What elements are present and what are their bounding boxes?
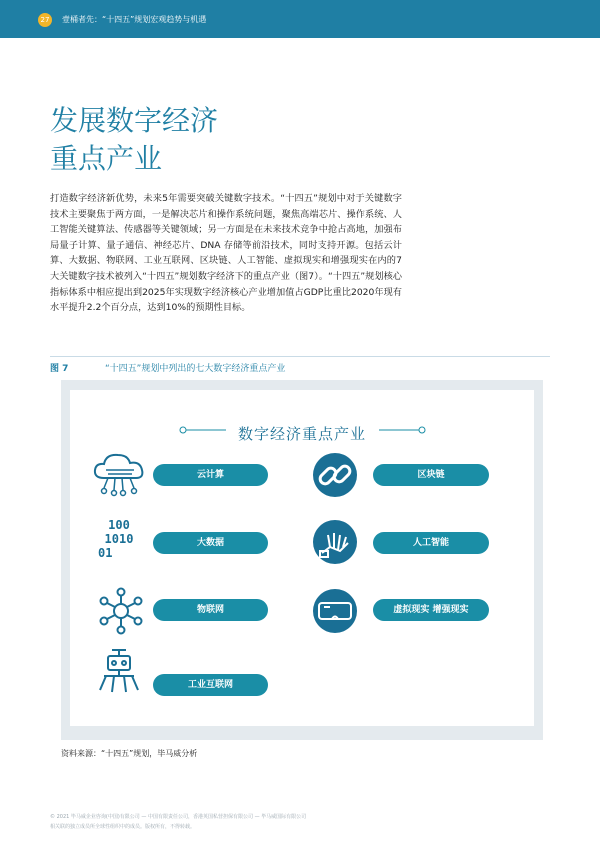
binary-data-icon (94, 518, 144, 560)
header-bar (0, 0, 600, 38)
footer-copyright (50, 812, 306, 832)
cloud-computing-icon (90, 450, 152, 500)
page-title (50, 102, 218, 178)
figure-card (70, 390, 534, 726)
binary-row: 01 (98, 546, 113, 560)
industry-pill-vr-ar: 虚拟现实 增强现实 (373, 599, 489, 621)
footer-line: © 2021 毕马威企业咨询(中国)有限公司 — 中国有限责任公司，香港英国私营担保有限公司 — 毕马威国际有限公司 (50, 814, 307, 820)
network-nodes-icon (96, 586, 146, 636)
intro-paragraph: 打造数字经济新优势，未来5年需要突破关键数字技术。“十四五”规划中对于关键数字技术主要聚焦于两方面，一是解决芯片和操作系统问题，聚焦高端芯片、操作系统、人工智能关键算法、传感器等关键领域；另一方面是在未来技术竞争中抢占高地，加强布局量子计算、量子通信、神经芯片、DNA 存储等前沿技术，同时支持开源。包括云计算、大数据、物联网、工业互联网、区块链、人工智能、虚拟现实和增强现实在内的7大关键数字技术被列入“十四五”规划数字经济下的重点产业（图7）。“十四五”规划核心指标体系中相应提出到2025年实现数字经济核心产业增加值占GDP比重比2020年现有水平提升2.2个百分点，达到10%的预期性目标。 (50, 193, 402, 314)
footer-line: 相关联的独立成员所全球性组织中的成员。版权所有，不得转载。 (50, 824, 196, 830)
robot-icon (94, 646, 144, 698)
binary-row: 100 (108, 518, 130, 532)
industry-pill-cloud: 云计算 (153, 464, 268, 486)
page-title-line1: 发展数字经济 (50, 104, 219, 137)
binary-row: 1010 (104, 532, 134, 546)
robot-hand-icon (310, 517, 360, 567)
figure-divider (50, 356, 550, 357)
vr-headset-icon (310, 586, 360, 636)
industry-pill-ai: 人工智能 (373, 532, 489, 554)
running-head: 壹桶者先：“十四五”规划宏观趋势与机遇 (62, 15, 207, 24)
page-number-badge: 27 (38, 13, 52, 27)
industry-pill-iot: 物联网 (153, 599, 268, 621)
figure-source: 资料来源：“十四五”规划，毕马威分析 (61, 749, 198, 758)
figure-title: “十四五”规划中列出的七大数字经济重点产业 (105, 364, 286, 374)
figure-panel (61, 380, 543, 740)
chain-link-icon (310, 450, 360, 500)
industry-pill-bigdata: 大数据 (153, 532, 268, 554)
card-title: 数字经济重点产业 (237, 425, 366, 443)
figure-label: 图 7 (50, 364, 69, 374)
industry-pill-industrial-internet: 工业互联网 (153, 674, 268, 696)
page-title-line2: 重点产业 (50, 142, 163, 175)
industry-pill-blockchain: 区块链 (373, 464, 489, 486)
